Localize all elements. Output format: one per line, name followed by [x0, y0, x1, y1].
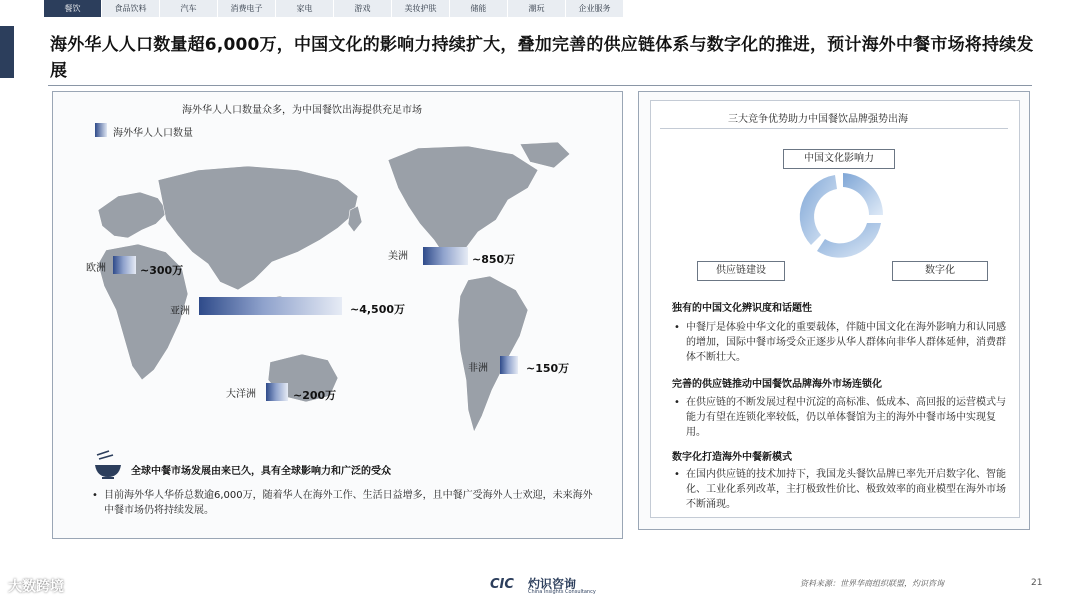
right-bullet-1	[674, 320, 1011, 365]
value-label-africa: ~150万	[526, 362, 570, 375]
bar-oceania	[266, 383, 288, 401]
bowl-icon	[91, 449, 125, 481]
region-label-oceania: 大洋洲	[226, 389, 256, 400]
nav-tab-consumer-electronics[interactable]: 消费电子	[218, 0, 275, 17]
source-note: 资料来源：世界华商组织联盟，灼识咨询	[800, 579, 944, 588]
nav-tab-food-beverage[interactable]: 食品饮料	[102, 0, 159, 17]
nav-tab-trendy-toys[interactable]: 潮玩	[508, 0, 565, 17]
bar-asia	[199, 297, 342, 315]
cycle-arrows-icon	[793, 165, 893, 265]
bar-africa	[500, 356, 518, 374]
nav-tab-enterprise-services[interactable]: 企业服务	[566, 0, 623, 17]
corner-brand-watermark: 大数跨境	[8, 579, 64, 595]
nav-tab-energy-storage[interactable]: 储能	[450, 0, 507, 17]
cycle-node-supply-chain: 供应链建设	[697, 261, 785, 281]
right-section-head-3: 数字化打造海外中餐新模式	[672, 452, 792, 463]
logo-abbr: CIC	[490, 577, 514, 592]
value-label-oceania: ~200万	[293, 389, 337, 402]
left-section-head: 全球中餐市场发展由来已久，具有全球影响力和广泛的受众	[131, 466, 391, 477]
company-logo	[490, 575, 596, 597]
cycle-node-culture: 中国文化影响力	[783, 149, 895, 169]
right-bullet-1-content: 中餐厅是体验中华文化的重要载体，伴随中国文化在海外影响力和认同感的增加，国际中餐市场受众正逐步从华人群体向非华人群体延伸，消费群体不断壮大。	[686, 322, 1006, 363]
left-bullet-content: 目前海外华人华侨总数逾6,000万，随着华人在海外工作、生活日益增多，且中餐广受海外人士欢迎，未来海外中餐市场仍将持续发展。	[104, 490, 593, 516]
page-title: 海外华人人口数量超6,000万，中国文化的影响力持续扩大，叠加完善的供应链体系与数字化的推进，预计海外中餐市场将持续发展	[50, 35, 1034, 81]
region-label-americas: 美洲	[388, 251, 408, 262]
right-bullet-3	[674, 467, 1011, 512]
right-section-head-2: 完善的供应链推动中国餐饮品牌海外市场连锁化	[672, 379, 882, 390]
region-label-africa: 非洲	[468, 363, 488, 374]
right-title-divider	[660, 128, 1008, 129]
nav-tab-beauty[interactable]: 美妆护肤	[392, 0, 449, 17]
nav-tab-catering[interactable]: 餐饮	[44, 0, 101, 17]
title-divider	[48, 85, 1032, 86]
right-panel-title: 三大竞争优势助力中国餐饮品牌强势出海	[728, 114, 908, 125]
region-label-europe: 欧洲	[86, 263, 106, 274]
right-bullet-3-content: 在国内供应链的技术加持下，我国龙头餐饮品牌已率先开启数字化、智能化、工业化系列改革，主打极致性价比、极致效率的商业模型在海外市场不断涌现。	[686, 469, 1006, 510]
right-section-head-1: 独有的中国文化辨识度和话题性	[672, 303, 812, 314]
cycle-node-digital: 数字化	[892, 261, 988, 281]
left-bullet-text	[92, 488, 594, 518]
left-panel-title: 海外华人人口数量众多，为中国餐饮出海提供充足市场	[182, 105, 422, 116]
top-nav	[44, 0, 624, 17]
bar-europe	[113, 256, 136, 274]
region-label-asia: 亚洲	[170, 306, 190, 317]
right-bullet-2-content: 在供应链的不断发展过程中沉淀的高标准、低成本、高回报的运营模式与能力有望在连锁化率较低，仍以单体餐馆为主的海外中餐市场中实现复用。	[686, 397, 1006, 438]
accent-side-bar	[0, 26, 14, 78]
bar-americas	[423, 247, 468, 265]
legend-swatch	[95, 123, 107, 137]
bullet-dot: •	[674, 397, 680, 408]
legend-label: 海外华人人口数量	[113, 128, 193, 139]
value-label-europe: ~300万	[140, 264, 184, 277]
bullet-dot: •	[674, 469, 680, 480]
value-label-americas: ~850万	[472, 253, 516, 266]
logo-subtext: China Insights Consultancy	[528, 589, 596, 595]
nav-tab-games[interactable]: 游戏	[334, 0, 391, 17]
bullet-dot: •	[92, 490, 98, 501]
value-label-asia: ~4,500万	[350, 303, 406, 316]
logo-text: 灼识咨询	[528, 577, 577, 591]
page-number: 21	[1031, 578, 1043, 588]
bullet-dot: •	[674, 322, 680, 333]
nav-tab-auto[interactable]: 汽车	[160, 0, 217, 17]
right-bullet-2	[674, 395, 1011, 440]
nav-tab-appliances[interactable]: 家电	[276, 0, 333, 17]
